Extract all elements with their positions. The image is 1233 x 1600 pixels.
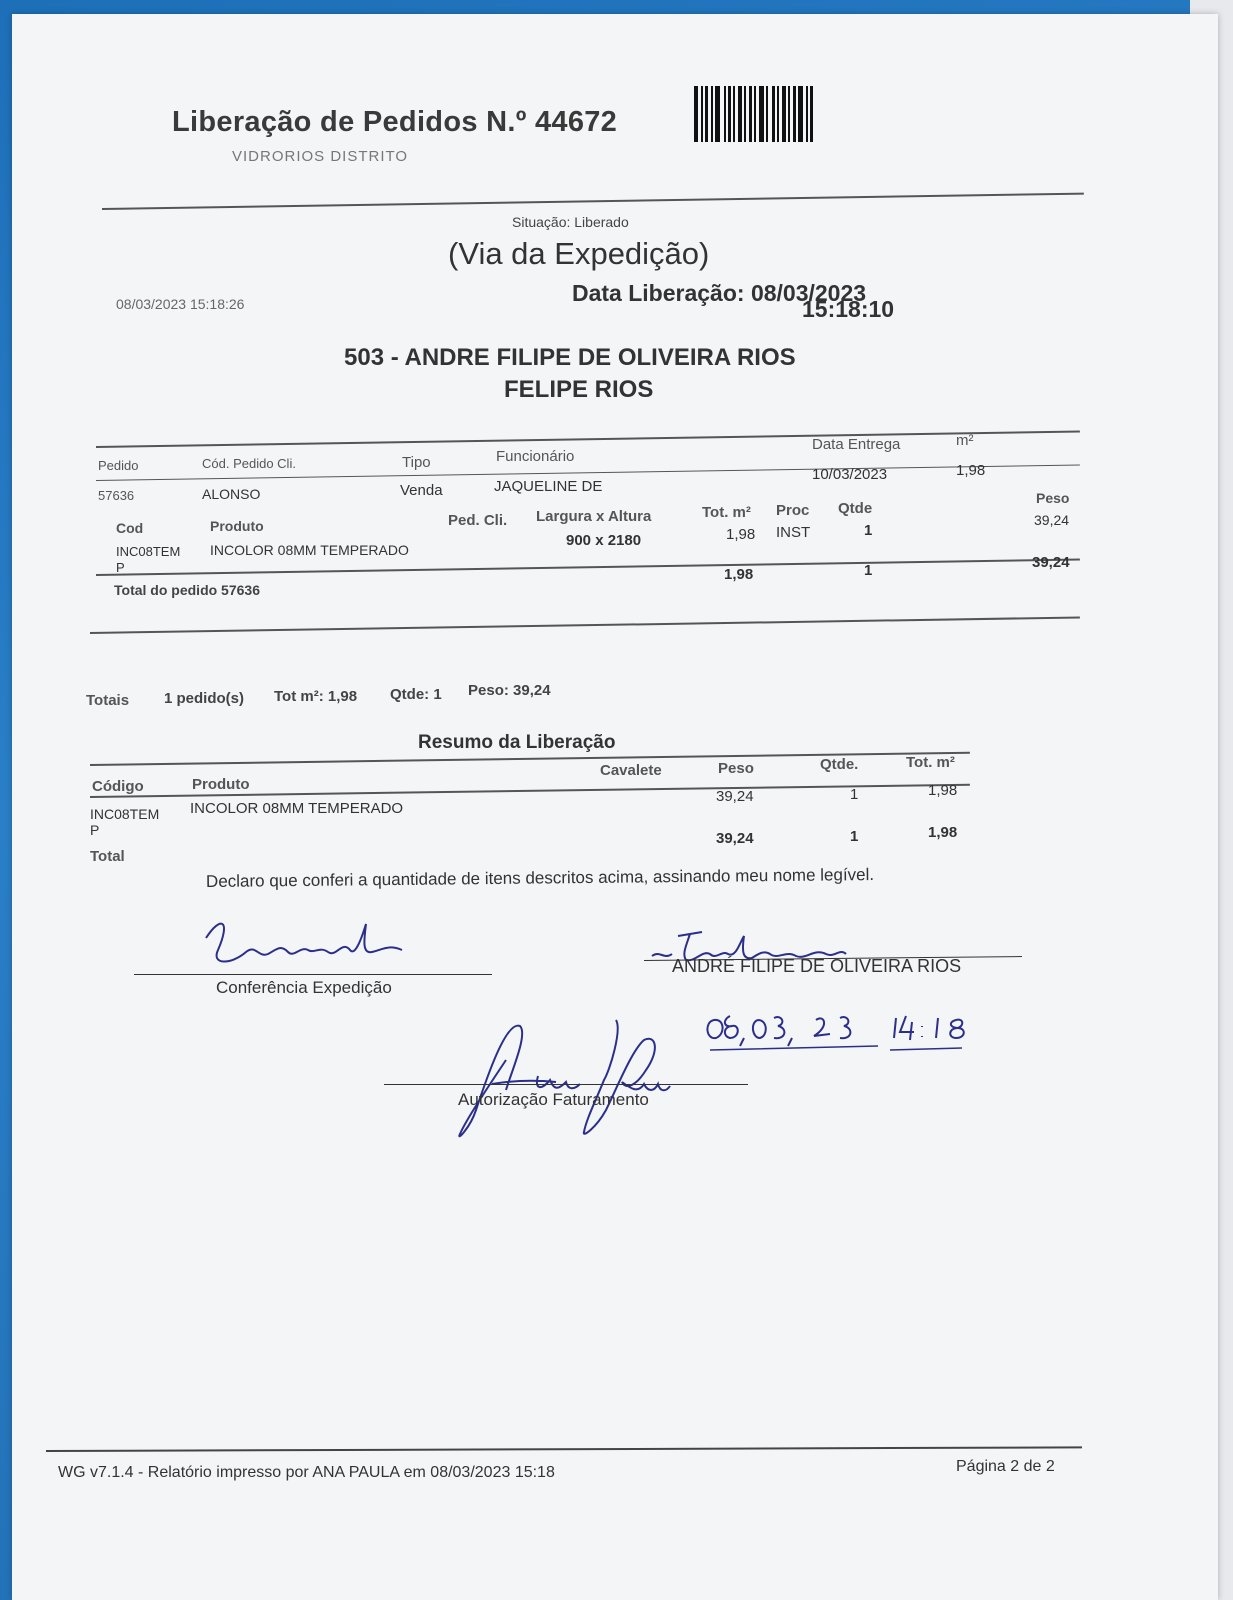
- autorizacao-label: Autorização Faturamento: [458, 1090, 649, 1109]
- col-tipo: Tipo: [402, 454, 431, 471]
- item-divider: [96, 559, 1080, 576]
- item-tot-m2: 1,98: [726, 526, 756, 543]
- val-tipo: Venda: [400, 482, 443, 499]
- resumo-col-cavalete: Cavalete: [600, 762, 662, 779]
- autorizacao-signature: [446, 1010, 686, 1140]
- conferencia-line: [134, 974, 492, 975]
- data-liberacao-time: 15:18:10: [802, 296, 895, 322]
- col-m2: m²: [956, 432, 974, 449]
- item-qtde: 1: [864, 522, 873, 539]
- conferencia-label: Conferência Expedição: [216, 978, 392, 997]
- order-bottom-divider: [90, 616, 1080, 634]
- resumo-col-tot-m2: Tot. m²: [906, 754, 955, 771]
- footer-report-info: WG v7.1.4 - Relatório impresso por ANA PAULA em 08/03/2023 15:18: [58, 1464, 555, 1481]
- col-cod-pedido-cli: Cód. Pedido Cli.: [202, 456, 296, 471]
- client-name: 503 - ANDRE FILIPE DE OLIVEIRA RIOS: [344, 344, 796, 371]
- resumo-qtde: 1: [850, 786, 859, 803]
- resumo-total-qtde: 1: [850, 828, 859, 845]
- col-data-entrega: Data Entrega: [812, 436, 901, 453]
- total-pedido-qtde: 1: [864, 562, 873, 579]
- val-funcionario: JAQUELINE DE: [494, 478, 603, 495]
- declaration-text: Declaro que conferi a quantidade de itens descritos acima, assinando meu nome legível.: [205, 865, 875, 891]
- totais-qtde: Qtde: 1: [390, 686, 442, 703]
- val-pedido: 57636: [98, 488, 135, 503]
- item-col-peso: Peso: [1036, 490, 1070, 506]
- item-col-cod: Cod: [116, 520, 144, 536]
- header-divider: [102, 193, 1084, 210]
- item-cod-cont: P: [116, 560, 125, 575]
- item-largura-altura: 900 x 2180: [566, 532, 642, 549]
- data-liberacao: Data Liberação: 08/03/2023: [572, 280, 867, 306]
- totais-peso: Peso: 39,24: [468, 682, 551, 699]
- item-col-produto: Produto: [210, 518, 264, 534]
- barcode: [694, 86, 872, 142]
- resumo-peso: 39,24: [716, 788, 754, 805]
- resumo-col-peso: Peso: [718, 760, 754, 777]
- item-proc: INST: [776, 524, 811, 541]
- resumo-tot-m2: 1,98: [928, 782, 958, 799]
- totais-tot-m2: Tot m²: 1,98: [274, 688, 358, 705]
- footer-divider: [46, 1446, 1082, 1452]
- val-data-entrega: 10/03/2023: [812, 466, 888, 483]
- situacao-text: Situação: Liberado: [512, 214, 629, 230]
- resumo-produto: INCOLOR 08MM TEMPERADO: [190, 800, 404, 817]
- resumo-title: Resumo da Liberação: [418, 732, 616, 753]
- item-col-proc: Proc: [776, 502, 810, 519]
- conferencia-signature: [196, 910, 426, 980]
- document-title: Liberação de Pedidos N.º 44672: [172, 106, 618, 138]
- total-pedido-m2: 1,98: [724, 566, 754, 583]
- resumo-col-codigo: Código: [92, 778, 144, 795]
- val-cod-pedido-cli: ALONSO: [202, 486, 261, 502]
- item-cod: INC08TEM: [116, 544, 181, 559]
- item-peso: 39,24: [1034, 512, 1070, 528]
- footer-page-number: Página 2 de 2: [956, 1458, 1055, 1475]
- handwritten-date: [700, 1004, 1000, 1054]
- resumo-codigo: INC08TEM: [90, 806, 160, 822]
- company-name: VIDRORIOS DISTRITO: [232, 148, 409, 165]
- item-col-tot-m2: Tot. m²: [702, 504, 751, 521]
- col-funcionario: Funcionário: [496, 448, 575, 465]
- totais-pedidos: 1 pedido(s): [164, 690, 245, 707]
- resumo-col-produto: Produto: [192, 776, 250, 793]
- col-pedido: Pedido: [98, 458, 139, 473]
- item-col-largura-altura: Largura x Altura: [536, 508, 652, 525]
- client-alias: FELIPE RIOS: [504, 376, 654, 403]
- document-page: [12, 14, 1218, 1600]
- resumo-total-m2: 1,98: [928, 824, 958, 841]
- resumo-total-peso: 39,24: [716, 830, 754, 847]
- resumo-col-qtde: Qtde.: [820, 756, 859, 773]
- resumo-codigo-cont: P: [90, 822, 100, 838]
- item-produto: INCOLOR 08MM TEMPERADO: [210, 542, 409, 558]
- printed-timestamp: 08/03/2023 15:18:26: [116, 296, 245, 312]
- resumo-total-label: Total: [90, 848, 125, 865]
- val-m2: 1,98: [956, 462, 986, 479]
- autorizacao-line: [384, 1084, 748, 1085]
- order-top-divider: [96, 431, 1080, 448]
- total-pedido-peso: 39,24: [1032, 554, 1070, 571]
- total-pedido-label: Total do pedido 57636: [114, 582, 260, 598]
- item-col-ped-cli: Ped. Cli.: [448, 512, 508, 529]
- totais-label: Totais: [86, 692, 130, 709]
- via-expedicao: (Via da Expedição): [448, 236, 710, 271]
- client-signature-label: ANDRÉ FILIPE DE OLIVEIRA RIOS: [672, 956, 962, 976]
- item-col-qtde: Qtde: [838, 500, 873, 517]
